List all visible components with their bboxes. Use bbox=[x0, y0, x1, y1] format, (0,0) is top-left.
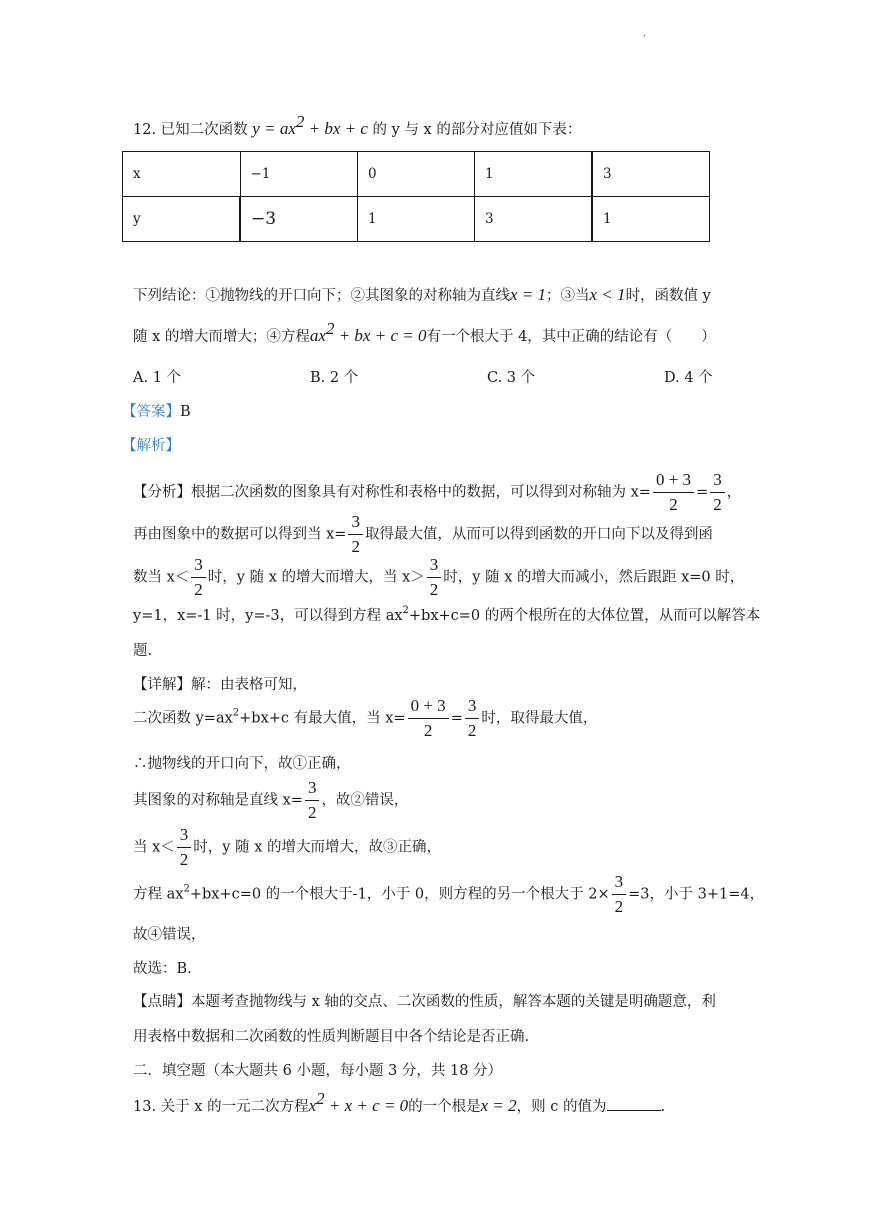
answer-line bbox=[122, 400, 191, 421]
table-cell: −3 bbox=[240, 197, 358, 242]
q12-intro-text-a: 已知二次函数 bbox=[160, 122, 248, 138]
conclusions-text: 随 x 的增大而增大；④方程 bbox=[133, 329, 310, 345]
q12-function: $y = ax^2$ + bx + c bbox=[252, 112, 368, 138]
xiangjie-line-5: 当 x＜ $\frac{3}{2}$ 时，y 随 x 的增大而增大，故③正确， bbox=[133, 825, 441, 869]
fraction: $\frac{3}{2}$ bbox=[177, 826, 192, 869]
fraction: $\frac{3}{2}$ bbox=[465, 697, 480, 740]
dianjing-line-1: 【点睛】本题考查抛物线与 x 轴的交点、二次函数的性质，解答本题的关键是明确题意，利 bbox=[133, 994, 716, 1010]
xiangjie-line-1: 【详解】解：由表格可知， bbox=[133, 677, 307, 693]
fraction: $\frac{3}{2}$ bbox=[612, 873, 627, 916]
fraction: $\frac{0 + 3}{2}$ bbox=[653, 471, 694, 514]
math-equation: $ax^2$ + bx + c = 0 bbox=[309, 319, 427, 345]
table-row bbox=[123, 197, 710, 242]
math-x-lt-1: x < 1 bbox=[589, 285, 626, 304]
header-dot: . bbox=[643, 28, 647, 39]
fenxi-line-5: 题. bbox=[133, 643, 153, 659]
table-row bbox=[123, 152, 710, 197]
conclusions-line-1 bbox=[133, 284, 711, 305]
fraction: $\frac{3}{2}$ bbox=[305, 779, 320, 822]
xiangjie-line-2: 二次函数 $y=ax^2+bx+c$ 有最大值，当 x= $\frac{0 + 3}{2}$ = $\frac{3}{2}$ 时，取得最大值， bbox=[133, 696, 598, 740]
q13-line bbox=[133, 1089, 666, 1116]
table-cell: 1 bbox=[358, 197, 475, 242]
fraction: $\frac{3}{2}$ bbox=[427, 556, 442, 599]
fraction: $\frac{3}{2}$ bbox=[348, 513, 363, 556]
conclusions-text: 下列结论：①抛物线的开口向下；②其图象的对称轴为直线 bbox=[133, 288, 510, 304]
xiangjie-line-4: 其图象的对称轴是直线 x= $\frac{3}{2}$ ，故②错误， bbox=[133, 778, 409, 822]
table-cell: 1 bbox=[475, 152, 593, 197]
section-title: 二．填空题（本大题共 6 小题，每小题 3 分，共 18 分） bbox=[133, 1063, 503, 1079]
fraction: $\frac{3}{2}$ bbox=[710, 471, 725, 514]
option-b: B. 2 个 bbox=[310, 370, 359, 386]
q13-root: x = 2 bbox=[480, 1096, 517, 1115]
conclusions-text: 有一个根大于 4，其中正确的结论有（ ） bbox=[426, 329, 716, 345]
value-table bbox=[122, 151, 710, 242]
table-cell: x bbox=[123, 152, 241, 197]
fenxi-line-3: 数当 x＜ $\frac{3}{2}$ 时，y 随 x 的增大而增大，当 x＞ $\frac{3}{2}$ 时，y 随 x 的增大而减小，然后跟距 x=0 时， bbox=[133, 555, 745, 599]
answer-value: B bbox=[180, 404, 191, 420]
table-cell: 3 bbox=[592, 152, 710, 197]
q12-intro bbox=[133, 112, 582, 139]
conclusions-text: ；③当 bbox=[546, 288, 590, 304]
dianjing-line-2: 用表格中数据和二次函数的性质判断题目中各个结论是否正确. bbox=[133, 1029, 530, 1045]
table-cell: 1 bbox=[592, 197, 710, 242]
table-cell: −1 bbox=[240, 152, 358, 197]
q13-text: 的一个根是 bbox=[408, 1099, 481, 1115]
q12-number: 12. bbox=[133, 122, 157, 138]
fenxi-line-4: y=1，x=-1 时，y=-3，可以得到方程 $ax^2+bx+c=0$ 的两个根所在的大体位置，从而可以解答本 bbox=[133, 605, 761, 624]
option-a: A. 1 个 bbox=[133, 370, 182, 386]
table-cell: 3 bbox=[475, 197, 593, 242]
fraction: $\frac{3}{2}$ bbox=[191, 556, 206, 599]
xiangjie-line-6: 方程 $ax^2+bx+c=0$ 的一个根大于-1，小于 0，则方程的另一个根大于 2× $\frac{3}{2}$ =3，小于 3+1=4， bbox=[133, 872, 765, 916]
q13-equation: $x^2 + x + c = 0$ bbox=[308, 1089, 409, 1115]
fenxi-line-1: 【分析】根据二次函数的图象具有对称性和表格中的数据，可以得到对称轴为 x= $\frac{0 + 3}{2}$ = $\frac{3}{2}$ ， bbox=[133, 470, 742, 514]
table-cell: 0 bbox=[358, 152, 475, 197]
conclusions-line-2 bbox=[133, 319, 716, 346]
answer-blank[interactable] bbox=[607, 1098, 661, 1111]
conclusions-text: 时，函数值 y bbox=[625, 288, 711, 304]
fraction: $\frac{0 + 3}{2}$ bbox=[408, 697, 449, 740]
option-c: C. 3 个 bbox=[487, 370, 536, 386]
option-d: D. 4 个 bbox=[664, 370, 713, 386]
xiangjie-line-3: ∴抛物线的开口向下，故①正确， bbox=[133, 756, 351, 772]
math-x-eq-1: x = 1 bbox=[510, 285, 547, 304]
answer-label: 【答案】 bbox=[122, 404, 180, 420]
fenxi-line-2: 再由图象中的数据可以得到当 x= $\frac{3}{2}$ 取得最大值，从而可以得到函数的开口向下以及得到函 bbox=[133, 512, 713, 556]
table-cell: y bbox=[123, 197, 241, 242]
analysis-label: 【解析】 bbox=[122, 438, 180, 454]
q12-intro-text-b: 的 y 与 x 的部分对应值如下表： bbox=[372, 122, 582, 138]
q13-text: ，则 c 的值为 bbox=[516, 1099, 607, 1115]
q13-text: . bbox=[660, 1099, 666, 1115]
q13-text: 13. 关于 x 的一元二次方程 bbox=[133, 1099, 309, 1115]
xiangjie-line-7: 故④错误， bbox=[133, 927, 206, 943]
xiangjie-line-8: 故选：B. bbox=[133, 961, 192, 977]
